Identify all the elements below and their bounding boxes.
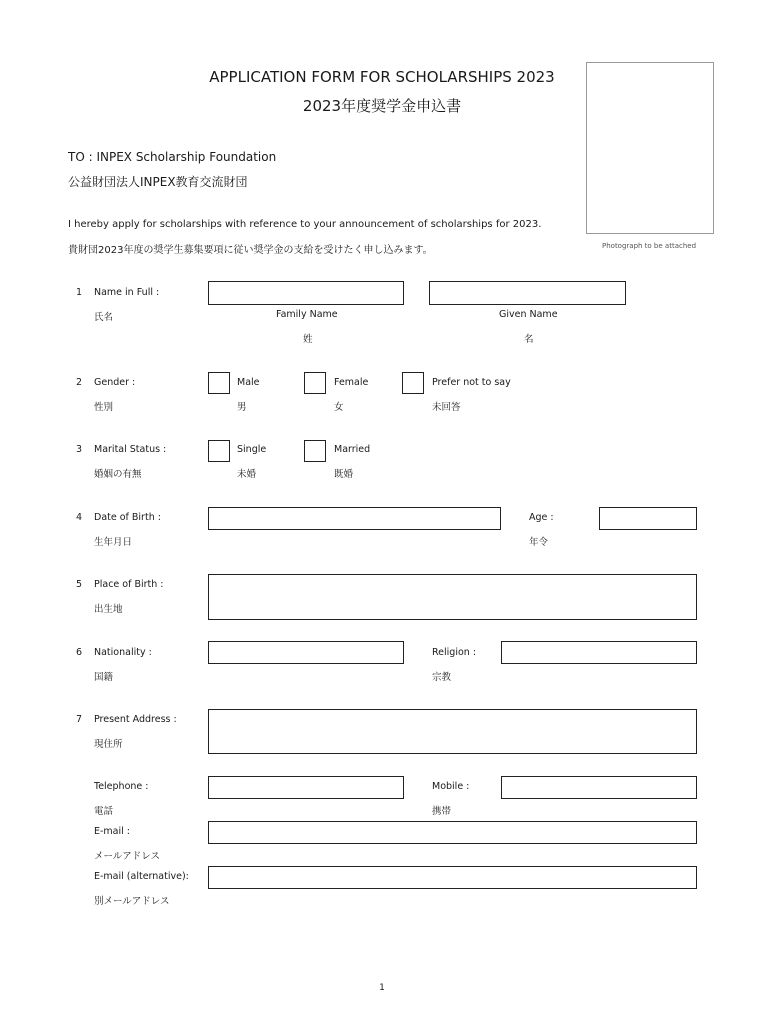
marital-single-checkbox[interactable] [208,440,230,462]
religion-input[interactable] [501,641,697,664]
place-of-birth-input[interactable] [208,574,697,620]
form-title-en: APPLICATION FORM FOR SCHOLARSHIPS 2023 [209,68,555,86]
q4-number: 4 [76,512,83,523]
marital-married-label-ja: 既婚 [334,469,354,480]
q3-label-en: Marital Status : [94,444,167,455]
marital-married-checkbox[interactable] [304,440,326,462]
email-alt-label-en: E-mail (alternative): [94,871,189,882]
declaration-en: I hereby apply for scholarships with reference to your announcement of scholarships for 2023. [68,219,542,230]
age-label-en: Age : [529,512,554,523]
q5-label-en: Place of Birth : [94,579,164,590]
gender-male-checkbox[interactable] [208,372,230,394]
religion-label-en: Religion : [432,647,477,658]
mobile-label-ja: 携帯 [432,806,452,817]
age-label-ja: 年令 [529,537,549,548]
photo-box[interactable] [586,62,714,234]
q7-label-ja: 現住所 [94,739,123,750]
email-alt-label-ja: 別メールアドレス [94,896,170,907]
family-name-label-ja: 姓 [303,334,313,345]
recipient-ja: 公益財団法人INPEX教育交流財団 [68,175,248,189]
mobile-input[interactable] [501,776,697,799]
email-alt-input[interactable] [208,866,697,889]
gender-prefer-not-label-en: Prefer not to say [432,377,511,388]
q6-label-en: Nationality : [94,647,152,658]
nationality-input[interactable] [208,641,404,664]
age-input[interactable] [599,507,697,530]
telephone-label-ja: 電話 [94,806,114,817]
q4-label-en: Date of Birth : [94,512,161,523]
form-title-ja: 2023年度奨学金申込書 [302,97,462,115]
gender-female-label-en: Female [334,377,369,388]
telephone-label-en: Telephone : [94,781,149,792]
family-name-input[interactable] [208,281,404,305]
page-number: 1 [379,983,385,993]
q5-number: 5 [76,579,83,590]
q3-number: 3 [76,444,83,455]
gender-female-checkbox[interactable] [304,372,326,394]
marital-married-label-en: Married [334,444,371,455]
given-name-input[interactable] [429,281,626,305]
q1-label-ja: 氏名 [94,312,114,323]
marital-single-label-ja: 未婚 [237,469,257,480]
religion-label-ja: 宗教 [432,672,452,683]
gender-male-label-ja: 男 [237,402,247,413]
q4-label-ja: 生年月日 [94,537,133,548]
q6-label-ja: 国籍 [94,672,114,683]
mobile-label-en: Mobile : [432,781,470,792]
q5-label-ja: 出生地 [94,604,123,615]
recipient-en: TO : INPEX Scholarship Foundation [68,150,277,164]
q2-label-ja: 性別 [94,402,114,413]
date-of-birth-input[interactable] [208,507,501,530]
gender-male-label-en: Male [237,377,260,388]
email-input[interactable] [208,821,697,844]
q7-number: 7 [76,714,83,725]
photo-caption: Photograph to be attached [602,242,697,250]
present-address-input[interactable] [208,709,697,754]
q3-label-ja: 婚姻の有無 [94,469,142,480]
declaration-ja: 貴財団2023年度の奨学生募集要項に従い奨学金の支給を受けたく申し込みます。 [68,245,433,256]
q1-number: 1 [76,287,83,298]
email-label-en: E-mail : [94,826,131,837]
q6-number: 6 [76,647,83,658]
given-name-label-en: Given Name [499,309,558,320]
gender-female-label-ja: 女 [334,402,344,413]
q7-label-en: Present Address : [94,714,177,725]
marital-single-label-en: Single [237,444,267,455]
email-label-ja: メールアドレス [94,851,161,862]
q2-label-en: Gender : [94,377,136,388]
gender-prefer-not-label-ja: 未回答 [432,402,461,413]
q2-number: 2 [76,377,83,388]
telephone-input[interactable] [208,776,404,799]
given-name-label-ja: 名 [524,334,534,345]
family-name-label-en: Family Name [276,309,338,320]
gender-prefer-not-checkbox[interactable] [402,372,424,394]
q1-label-en: Name in Full : [94,287,160,298]
